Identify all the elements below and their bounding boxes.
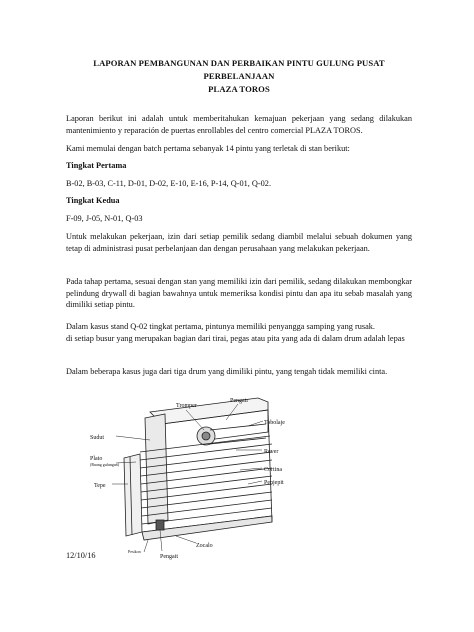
- q02-paragraph-rest: di setiap busur yang merupakan bagian dari tirai, pegas atau pita yang ada di dalam drum adalah lepas: [66, 333, 405, 343]
- permission-paragraph: Untuk melakukan pekerjaan, izin dari setiap pemilik sedang diambil melalui sebuah dokumen yang tetap di administrasi pusat perbelanjaan dan dengan perusahaan yang melakukan pekerjaan.: [66, 232, 412, 253]
- label-tromper: Tromper: [176, 403, 197, 409]
- floor2-stall-list: F-09, J-05, N-01, Q-03: [66, 214, 143, 223]
- floor1-heading: Tingkat Pertama: [66, 161, 127, 170]
- left-guide-rail: [124, 454, 142, 536]
- label-penjepit: Penjepit: [264, 480, 284, 486]
- label-pengatr-top: Pengatr: [230, 398, 249, 404]
- q02-paragraph-line1: Dalam kasus stand Q-02 tingkat pertama, pintunya memiliki penyangga samping yang rusak.: [66, 322, 375, 331]
- label-tobolaje: Tobolaje: [264, 420, 285, 426]
- housing-top: [150, 398, 268, 424]
- stage1-paragraph: Pada tahap pertama, sesuai dengan stan yang memiliki izin dari pemilik, sedang dilakukan membongkar pelindung drywall di bagian bawahnya untuk memeriksa kondisi pintu dan apa itu sebab masalah yang dimiliki setiap pintu.: [66, 277, 412, 310]
- report-date: 12/10/16: [66, 551, 96, 560]
- label-tepe: Tepe: [94, 483, 106, 489]
- intro-paragraph: Laporan berikut ini adalah untuk memberitahukan kemajuan pekerjaan yang sedang dilakukan mantenimiento y reparación de puertas enrollables del centro comercial PLAZA TOROS.: [66, 114, 412, 135]
- batch-paragraph: Kami memulai dengan batch pertama sebanyak 14 pintu yang terletak di stan berikut:: [66, 144, 350, 153]
- bottom-lock: [156, 520, 164, 530]
- label-cortina: Cortina: [264, 467, 282, 473]
- label-pengait: Pengait: [160, 554, 178, 560]
- label-plato-sub: (Ruang gulungan): [90, 462, 119, 467]
- label-rever: Rever: [264, 449, 279, 455]
- side-plate: [145, 414, 168, 524]
- floor1-stall-list: B-02, B-03, C-11, D-01, D-02, E-10, E-16, P-14, Q-01, Q-02.: [66, 179, 272, 188]
- label-zocalo: Zocalo: [196, 543, 213, 549]
- floor2-heading: Tingkat Kedua: [66, 196, 120, 205]
- report-title-line1: LAPORAN PEMBANGUNAN DAN PERBAIKAN PINTU GULUNG PUSAT PERBELANJAAN: [93, 58, 385, 81]
- label-sudut: Sudut: [90, 435, 105, 441]
- drums-paragraph: Dalam beberapa kasus juga dari tiga drum yang dimiliki pintu, yang tengah tidak memiliki cinta.: [66, 367, 388, 376]
- label-plato: Plato: [90, 456, 103, 462]
- label-pesikon: Pesikon: [128, 549, 141, 554]
- report-title-line2: PLAZA TOROS: [208, 84, 270, 94]
